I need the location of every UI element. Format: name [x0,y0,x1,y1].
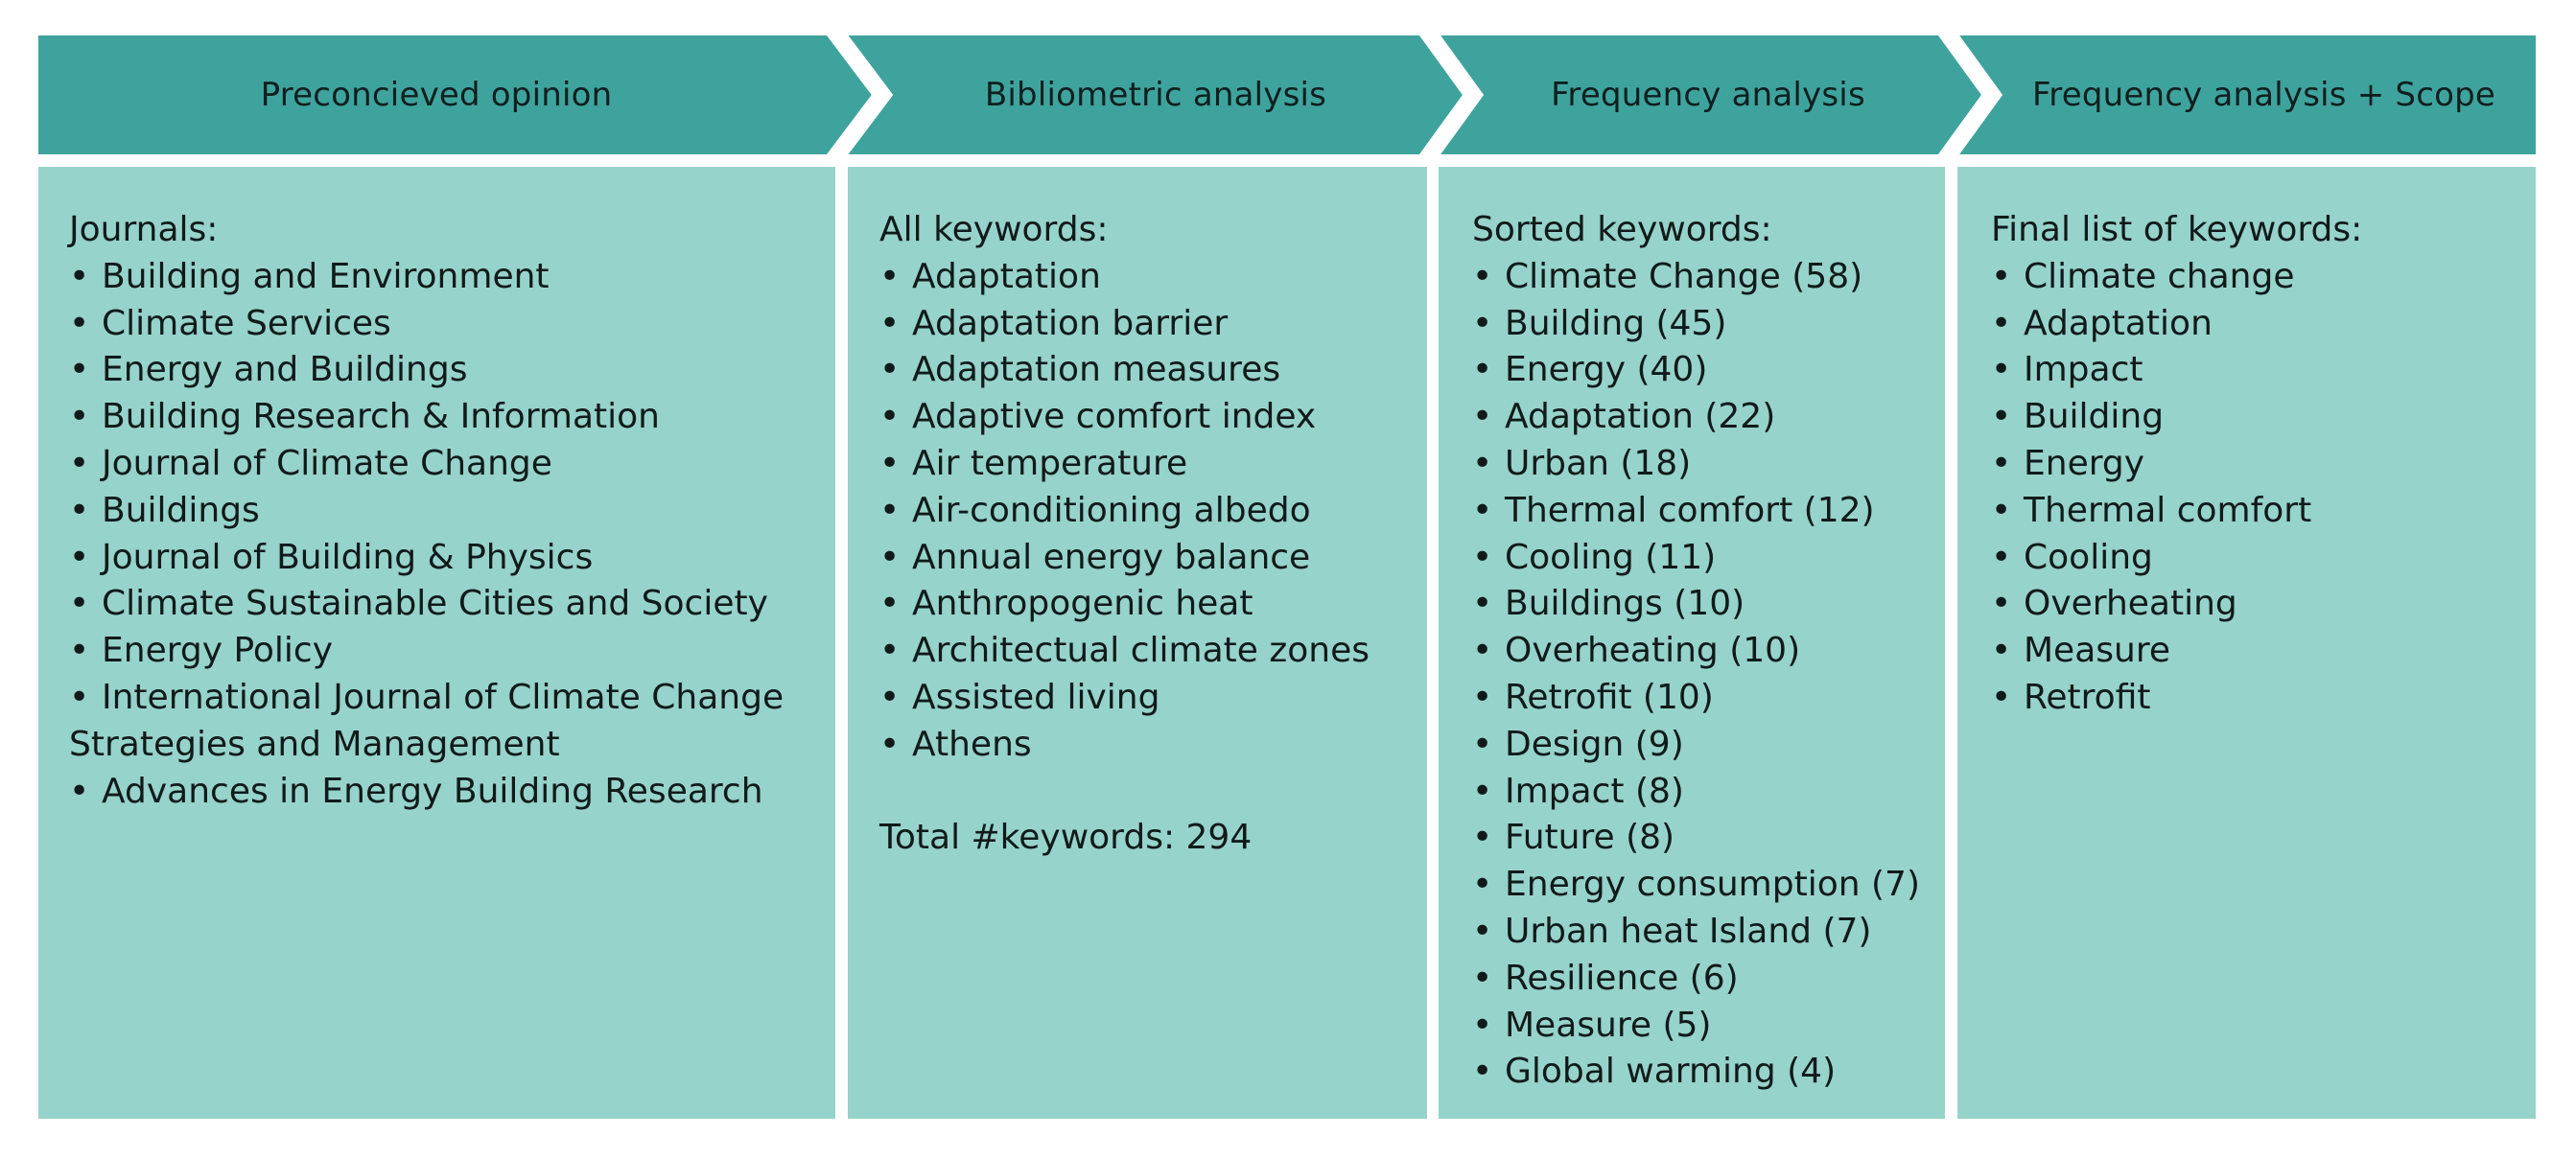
bullet-icon: • [879,256,901,296]
bullet-icon: • [1991,303,2012,343]
list-item-text: Thermal comfort (12) [1505,490,1875,530]
bullet-icon: • [1472,865,1493,905]
panel-heading: All keywords: [879,210,1109,249]
list-item-text: Energy consumption (7) [1505,865,1921,905]
bullet-icon: • [1472,1052,1493,1092]
stage-title-preconceived-opinion: Preconcieved opinion [260,76,613,114]
list-item-text: Energy (40) [1505,350,1708,390]
list-item [1472,675,1945,722]
panel-heading: Journals: [69,210,219,249]
bullet-icon: • [1472,397,1493,437]
bullet-icon: • [879,397,901,437]
panel-preconceived-opinion [38,167,835,1119]
list-item [1991,347,2536,394]
list-item-text: Cooling (11) [1505,537,1717,577]
bullet-icon: • [1472,443,1493,483]
bullet-icon: • [1472,350,1493,390]
list-item-text: Climate Change (58) [1505,256,1863,296]
bullet-icon: • [69,677,90,717]
list-item [879,722,1427,769]
list-item-text: Design (9) [1505,724,1684,764]
list-item-text: Adaptation measures [912,350,1281,390]
bullet-icon: • [1472,1005,1493,1045]
list-item [879,535,1427,582]
list-item-text: Assisted living [912,677,1160,717]
list-item-text: Measure [2024,631,2170,671]
list-item [1472,301,1945,348]
bullet-icon: • [69,256,90,296]
bullet-icon: • [1991,490,2012,530]
list-item-text: Adaptation [912,256,1101,296]
bullet-icon: • [1991,443,2012,483]
list-item-text: Impact (8) [1505,771,1684,811]
keyword-list [879,254,1427,769]
bullet-icon: • [69,443,90,483]
bullet-icon: • [879,677,901,717]
list-item-text: Urban (18) [1505,443,1692,483]
list-item [879,347,1427,394]
list-item [879,254,1427,301]
list-item [1991,488,2536,535]
bullet-icon: • [1472,677,1493,717]
list-item [1991,675,2536,722]
bullet-icon: • [1472,584,1493,624]
list-item-text: Measure (5) [1505,1005,1712,1045]
bullet-icon: • [1991,537,2012,577]
list-item-text: Global warming (4) [1505,1052,1837,1092]
bullet-icon: • [879,350,901,390]
total-keywords: Total #keywords: 294 [879,818,1253,858]
list-item-text: Building [2024,397,2165,437]
bullet-icon: • [1472,303,1493,343]
list-item-text: Adaptive comfort index [912,397,1317,437]
bullet-icon: • [1472,911,1493,951]
list-item [69,628,835,675]
list-item [879,394,1427,441]
list-item-text: Cooling [2024,537,2153,577]
bullet-icon: • [1991,584,2012,624]
bullet-icon: • [1991,397,2012,437]
journal-list [69,254,835,816]
sorted-keyword-list [1472,254,1945,1096]
list-item [1472,815,1945,862]
list-item-text: Athens [912,724,1032,764]
list-item [69,488,835,535]
bullet-icon: • [1472,724,1493,764]
bullet-icon: • [69,350,90,390]
list-item-continuation: Strategies and Management [69,724,560,764]
bullet-icon: • [879,631,901,671]
list-item-text: Adaptation [2024,303,2213,343]
list-item-text: Air-conditioning albedo [912,490,1311,530]
list-item-text: Building (45) [1505,303,1727,343]
bullet-icon: • [879,584,901,624]
list-item [1472,628,1945,675]
list-item-text: Climate change [2024,256,2295,296]
bullet-icon: • [69,631,90,671]
stage-title-frequency-analysis-scope: Frequency analysis + Scope [2032,76,2495,114]
list-item [1991,535,2536,582]
bullet-icon: • [1991,631,2012,671]
list-item [69,301,835,348]
list-item-text: Anthropogenic heat [912,584,1253,624]
bullet-icon: • [879,490,901,530]
panel-frequency-analysis [1439,167,1945,1119]
list-item [1991,441,2536,488]
list-item [1472,394,1945,441]
list-item-text: Buildings (10) [1505,584,1745,624]
list-item-text: International Journal of Climate Change [102,677,785,717]
list-item [1472,535,1945,582]
list-item [1472,862,1945,909]
list-item [879,441,1427,488]
stage-title-bibliometric-analysis: Bibliometric analysis [984,76,1327,114]
bullet-icon: • [69,490,90,530]
bullet-icon: • [69,584,90,624]
bullet-icon: • [1991,350,2012,390]
bullet-icon: • [879,724,901,764]
bullet-icon: • [1472,490,1493,530]
bullet-icon: • [879,537,901,577]
panel-frequency-analysis-scope [1957,167,2536,1119]
bullet-icon: • [69,537,90,577]
bullet-icon: • [1472,537,1493,577]
bullet-icon: • [1991,256,2012,296]
list-item [1472,956,1945,1003]
list-item-text: Energy and Buildings [102,350,468,390]
list-item-text: Resilience (6) [1505,958,1739,998]
list-item-text: Overheating (10) [1505,631,1801,671]
list-item [879,628,1427,675]
list-item [1472,1003,1945,1050]
list-item-text: Advances in Energy Building Research [102,771,763,811]
bullet-icon: • [69,771,90,811]
list-item-text: Retrofit [2024,677,2151,717]
final-keyword-list [1991,254,2536,722]
list-item-text: Annual energy balance [912,537,1311,577]
list-item [69,254,835,301]
panel-bibliometric-analysis [848,167,1427,1119]
bullet-icon: • [1472,256,1493,296]
list-item-text: Adaptation (22) [1505,397,1776,437]
list-item-text: Architectual climate zones [912,631,1370,671]
list-item [69,394,835,441]
list-item-text: Thermal comfort [2024,490,2312,530]
list-item [1991,581,2536,628]
list-item [1991,254,2536,301]
bullet-icon: • [1472,958,1493,998]
list-item-text: Future (8) [1505,818,1675,858]
bullet-icon: • [879,443,901,483]
list-item-text: Urban heat Island (7) [1505,911,1872,951]
list-item-text: Climate Services [102,303,391,343]
list-item [69,347,835,394]
stage-title-frequency-analysis: Frequency analysis [1551,76,1865,114]
bullet-icon: • [1472,631,1493,671]
list-item [69,769,835,816]
bullet-icon: • [69,397,90,437]
bullet-icon: • [69,303,90,343]
list-item-text: Energy [2024,443,2145,483]
list-item [1991,394,2536,441]
list-item-text: Air temperature [912,443,1188,483]
list-item-text: Impact [2024,350,2143,390]
panel-heading: Sorted keywords: [1472,210,1772,249]
bullet-icon: • [879,303,901,343]
bullet-icon: • [1472,771,1493,811]
list-item-text: Overheating [2024,584,2237,624]
list-item-text: Building Research & Information [102,397,660,437]
list-item [879,301,1427,348]
list-item [1472,1049,1945,1096]
list-item [1472,769,1945,816]
list-item [1472,347,1945,394]
list-item [1472,254,1945,301]
list-item [69,581,835,628]
list-item [879,675,1427,722]
bullet-icon: • [1991,677,2012,717]
list-item-text: Building and Environment [102,256,550,296]
list-item-text: Retrofit (10) [1505,677,1714,717]
list-item-text: Buildings [102,490,260,530]
list-item [1472,909,1945,956]
list-item [69,535,835,582]
list-item [1472,441,1945,488]
list-item [1991,301,2536,348]
list-item-text: Climate Sustainable Cities and Society [102,584,768,624]
list-item [1472,581,1945,628]
list-item [69,675,835,769]
list-item-text: Journal of Climate Change [102,443,552,483]
list-item-text: Journal of Building & Physics [102,537,594,577]
list-item [879,488,1427,535]
list-item-text: Energy Policy [102,631,334,671]
list-item [879,581,1427,628]
bullet-icon: • [1472,818,1493,858]
list-item [1472,488,1945,535]
list-item [1472,722,1945,769]
panel-heading: Final list of keywords: [1991,210,2363,249]
list-item [1991,628,2536,675]
list-item [69,441,835,488]
list-item-text: Adaptation barrier [912,303,1229,343]
